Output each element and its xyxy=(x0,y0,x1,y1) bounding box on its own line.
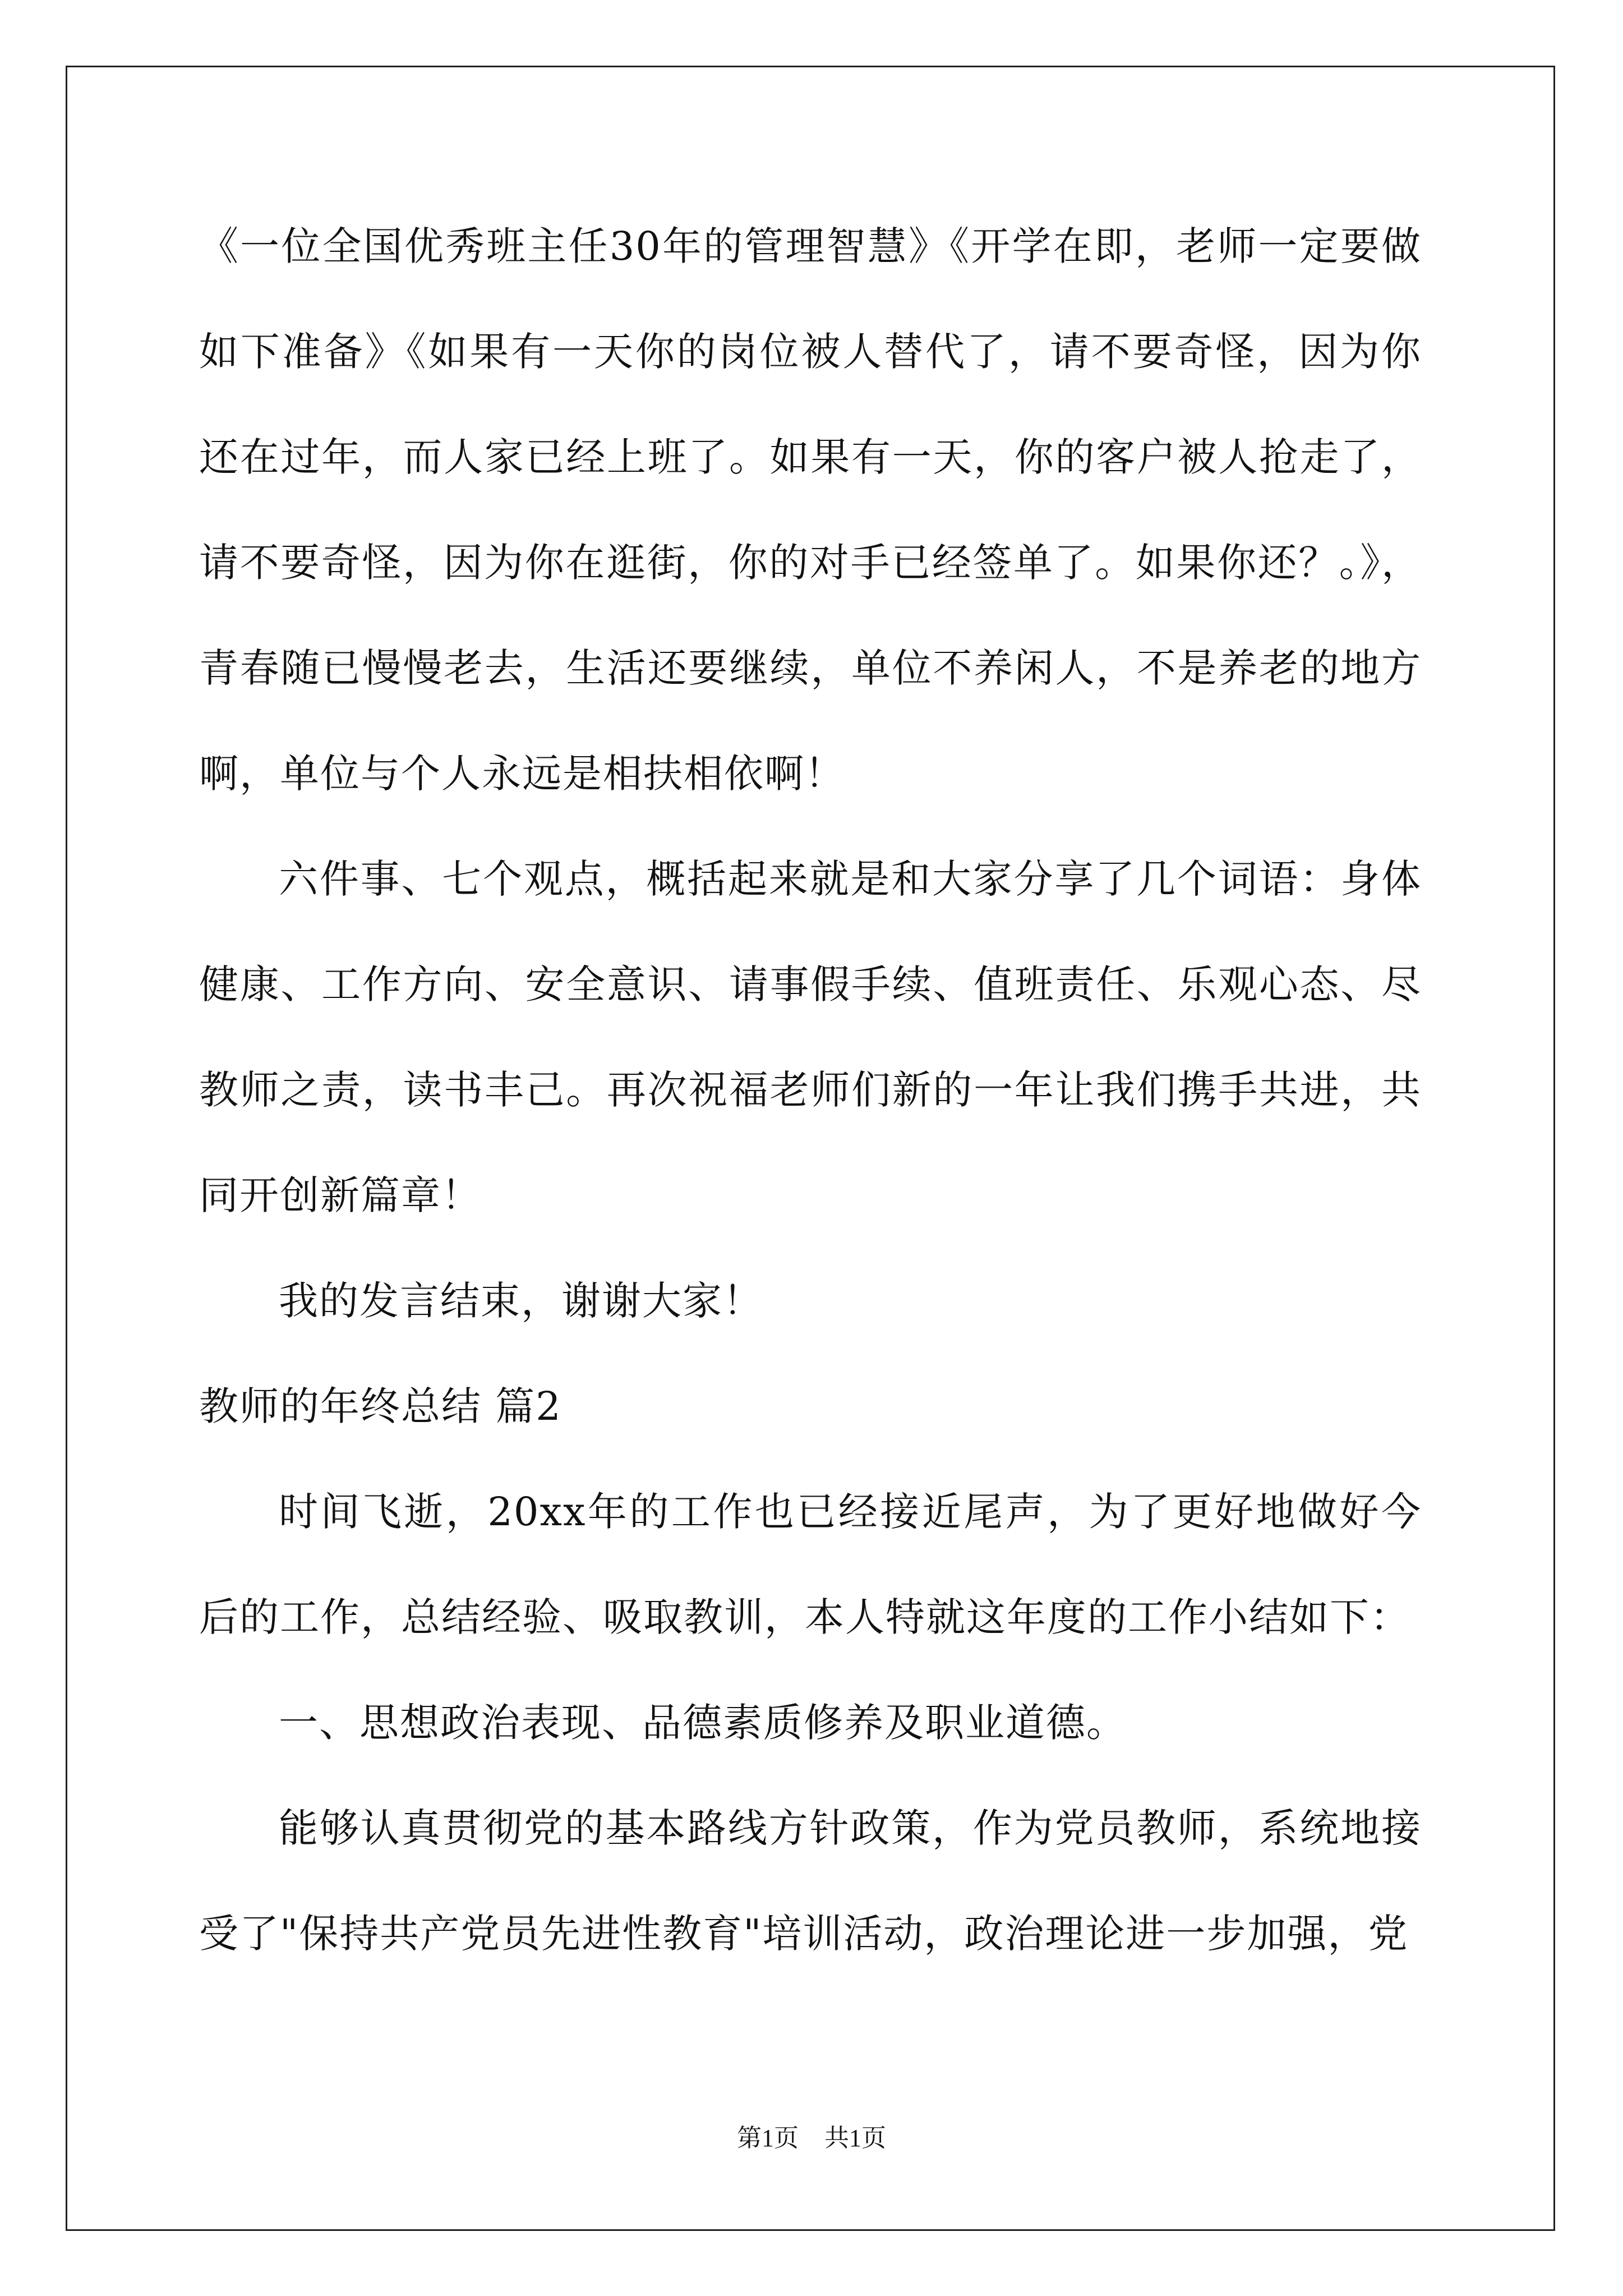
paragraph-reading-list: 《一位全国优秀班主任30年的管理智慧》《开学在即，老师一定要做如下准备》《如果有一天你的岗位被人替代了，请不要奇怪，因为你还在过年，而人家已经上班了。如果有一天，你的客户被人抢走了，请不要奇怪，因为你在逛街，你的对手已经签单了。如果你还？。》，青春随已慢慢老去，生活还要继续，单位不养闲人，不是养老的地方啊，单位与个人永远是相扶相依啊！ xyxy=(199,223,1422,797)
section-heading: 教师的年终总结 篇2 xyxy=(199,1383,562,1429)
document-body xyxy=(199,194,1422,1986)
paragraph-summary-keywords: 六件事、七个观点，概括起来就是和大家分享了几个词语：身体健康、工作方向、安全意识、请事假手续、值班责任、乐观心态、尽教师之责，读书丰己。再次祝福老师们新的一年让我们携手共进，共同开创新篇章！ xyxy=(199,856,1422,1218)
paragraph-political-study: 能够认真贯彻党的基本路线方针政策，作为党员教师，系统地接受了"保持共产党员先进性教育"培训活动，政治理论进一步加强，党 xyxy=(199,1805,1422,1957)
paragraph-closing-remark: 我的发言结束，谢谢大家！ xyxy=(279,1278,763,1324)
paragraph-year-intro: 时间飞逝，20xx年的工作也已经接近尾声，为了更好地做好今后的工作，总结经验、吸取教训，本人特就这年度的工作小结如下： xyxy=(199,1489,1422,1640)
page-footer xyxy=(0,2122,1623,2155)
paragraph-section-one-title: 一、思想政治表现、品德素质修养及职业道德。 xyxy=(279,1700,1127,1746)
page-number: 第1页 xyxy=(737,2124,799,2152)
page-total: 共1页 xyxy=(824,2124,886,2152)
